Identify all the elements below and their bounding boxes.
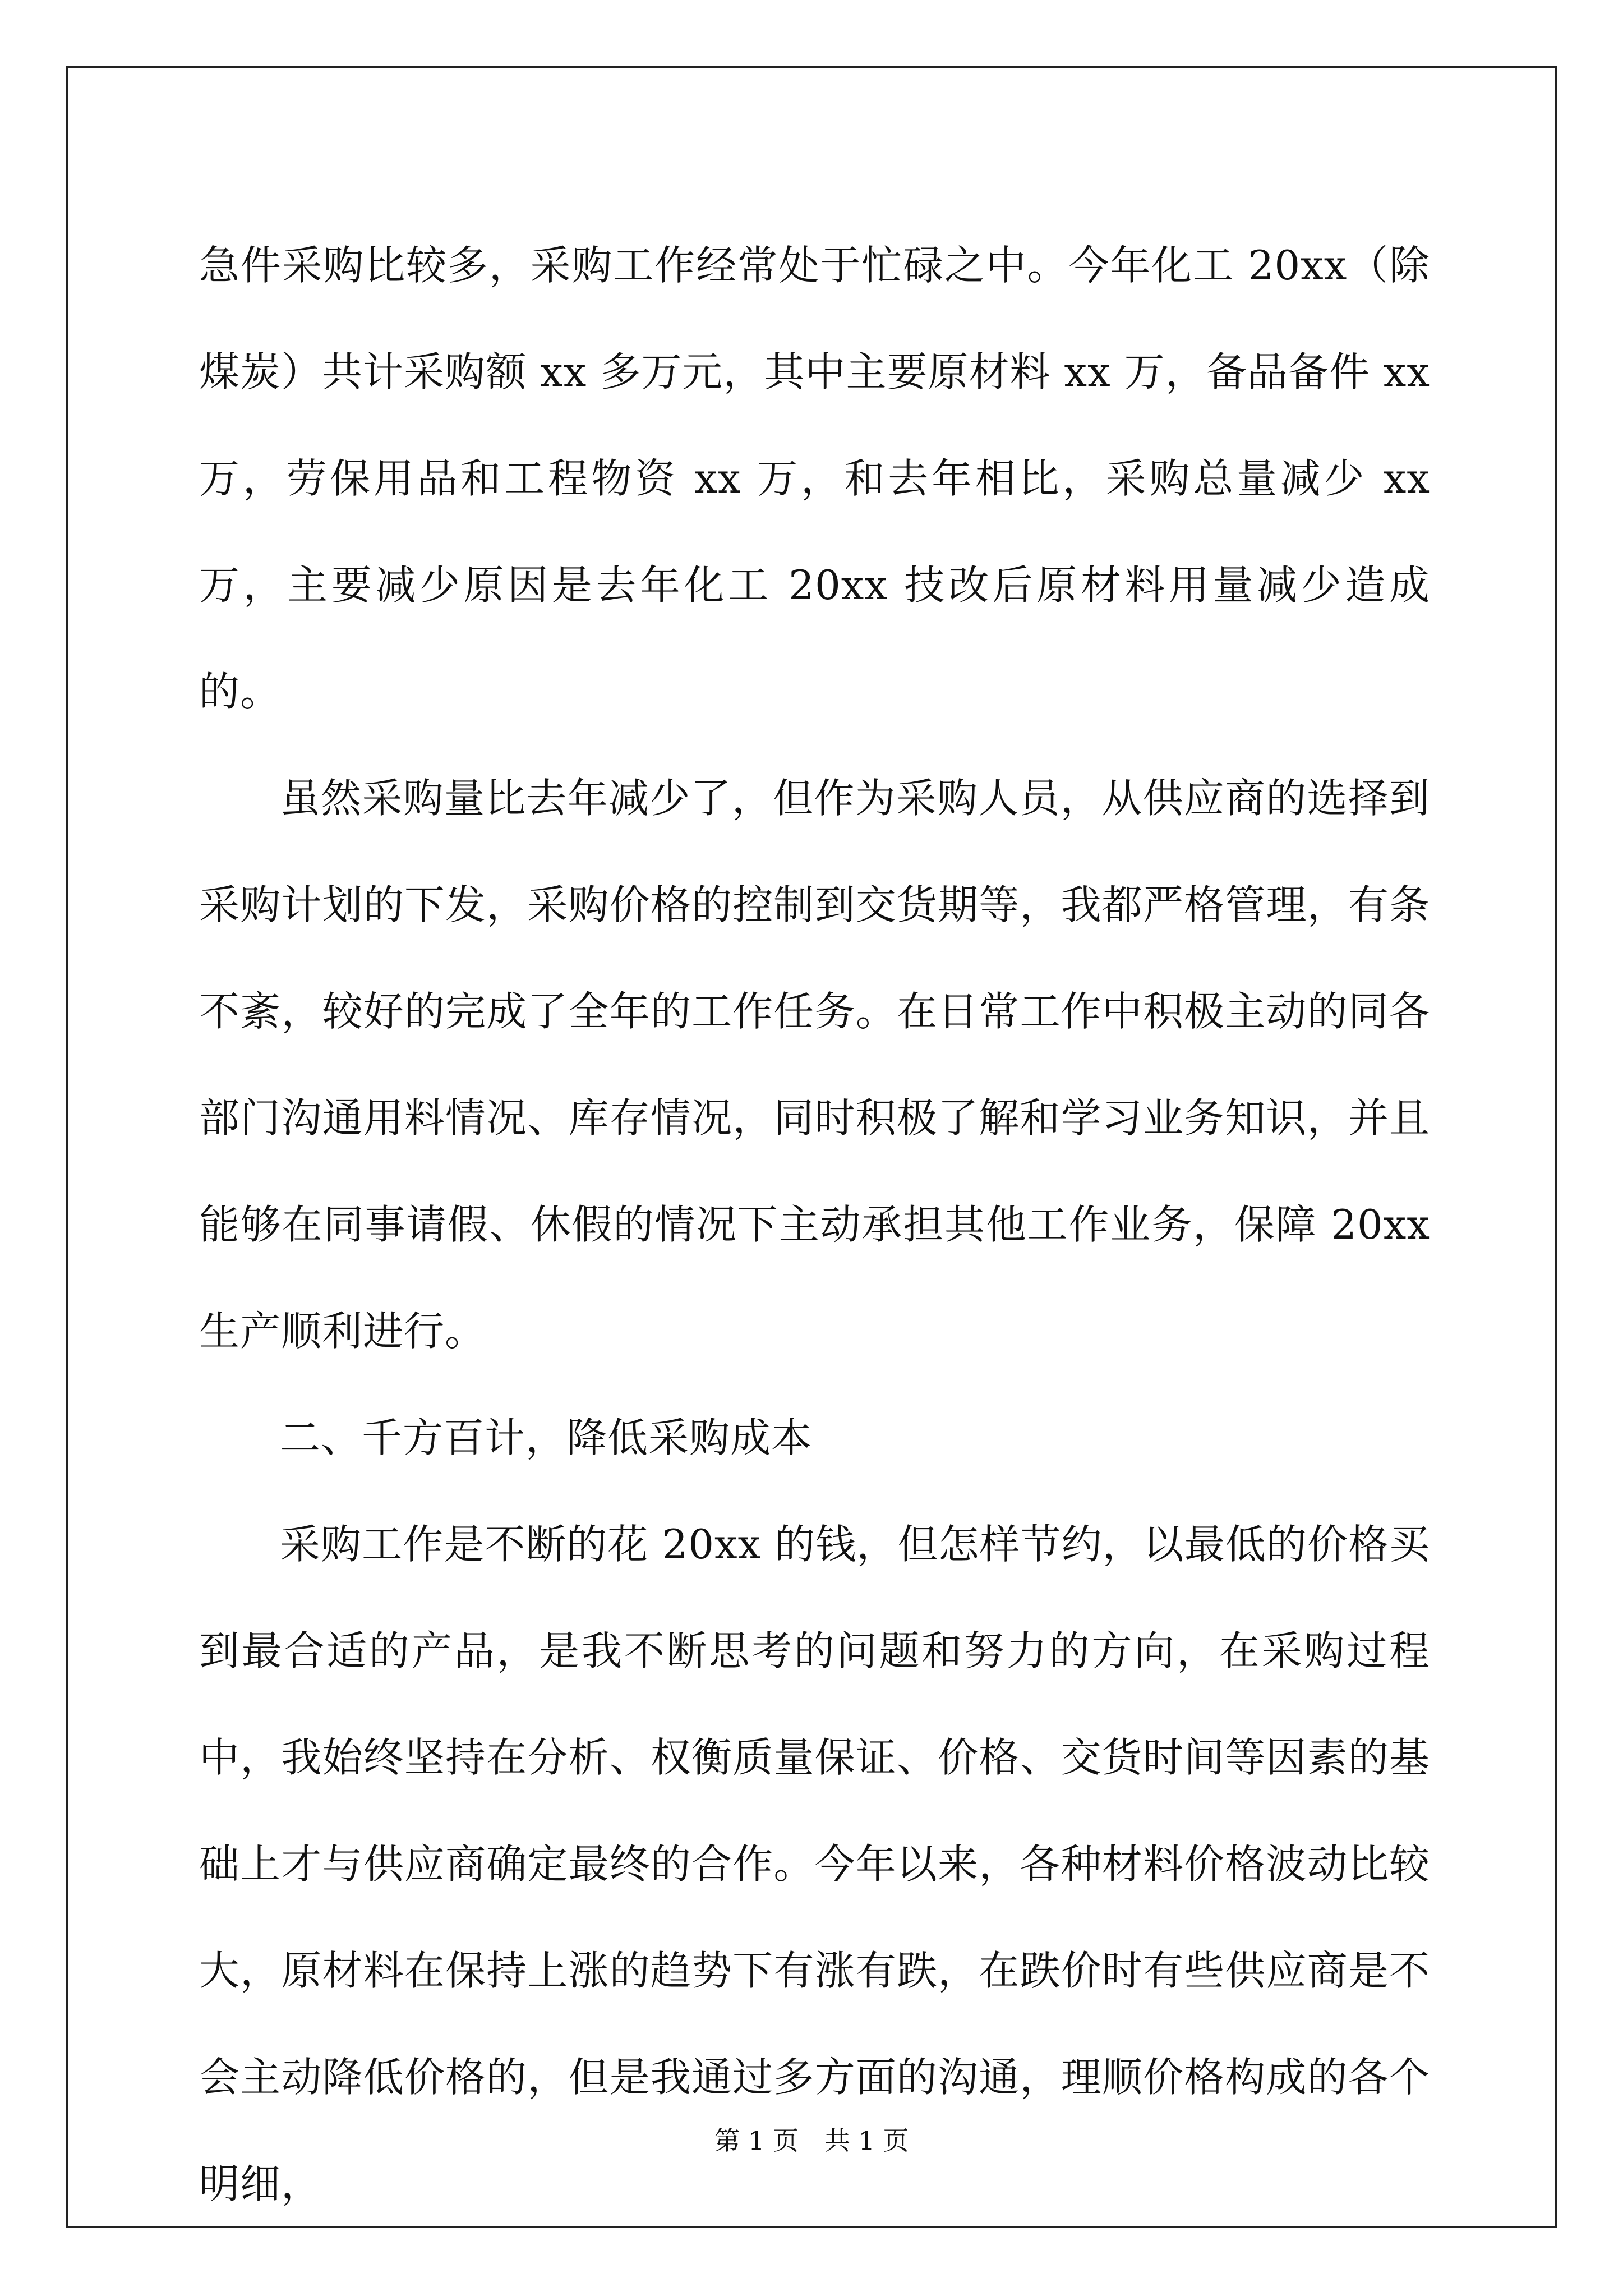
paragraph-1: 急件采购比较多，采购工作经常处于忙碌之中。今年化工 20xx（除煤炭）共计采购额 xx 多万元，其中主要原材料 xx 万，备品备件 xx 万，劳保用品和工程物资 xx 万，和去年相比，采购总量减少 xx 万，主要减少原因是去年化工 20xx 技改后原材料用量减少造成的。 xyxy=(199,242,1430,715)
page-footer xyxy=(0,2120,1623,2157)
page-number: 第 1 页 xyxy=(714,2125,799,2156)
section-heading: 二、千方百计，降低采购成本 xyxy=(280,1414,813,1461)
page-total: 共 1 页 xyxy=(824,2125,909,2156)
paragraph-3: 采购工作是不断的花 20xx 的钱，但怎样节约，以最低的价格买到最合适的产品，是我不断思考的问题和努力的方向，在采购过程中，我始终坚持在分析、权衡质量保证、价格、交货时间等因素的基础上才与供应商确定最终的合作。今年以来，各种材料价格波动比较大，原材料在保持上涨的趋势下有涨有跌，在跌价时有些供应商是不会主动降低价格的，但是我通过多方面的沟通，理顺价格构成的各个明细， xyxy=(199,1521,1430,2207)
paragraph-2: 虽然采购量比去年减少了，但作为采购人员，从供应商的选择到采购计划的下发，采购价格的控制到交货期等，我都严格管理，有条不紊，较好的完成了全年的工作任务。在日常工作中积极主动的同各部门沟通用料情况、库存情况，同时积极了解和学习业务知识，并且能够在同事请假、休假的情况下主动承担其他工作业务，保障 20xx 生产顺利进行。 xyxy=(199,775,1430,1355)
document-body xyxy=(199,212,1430,2237)
